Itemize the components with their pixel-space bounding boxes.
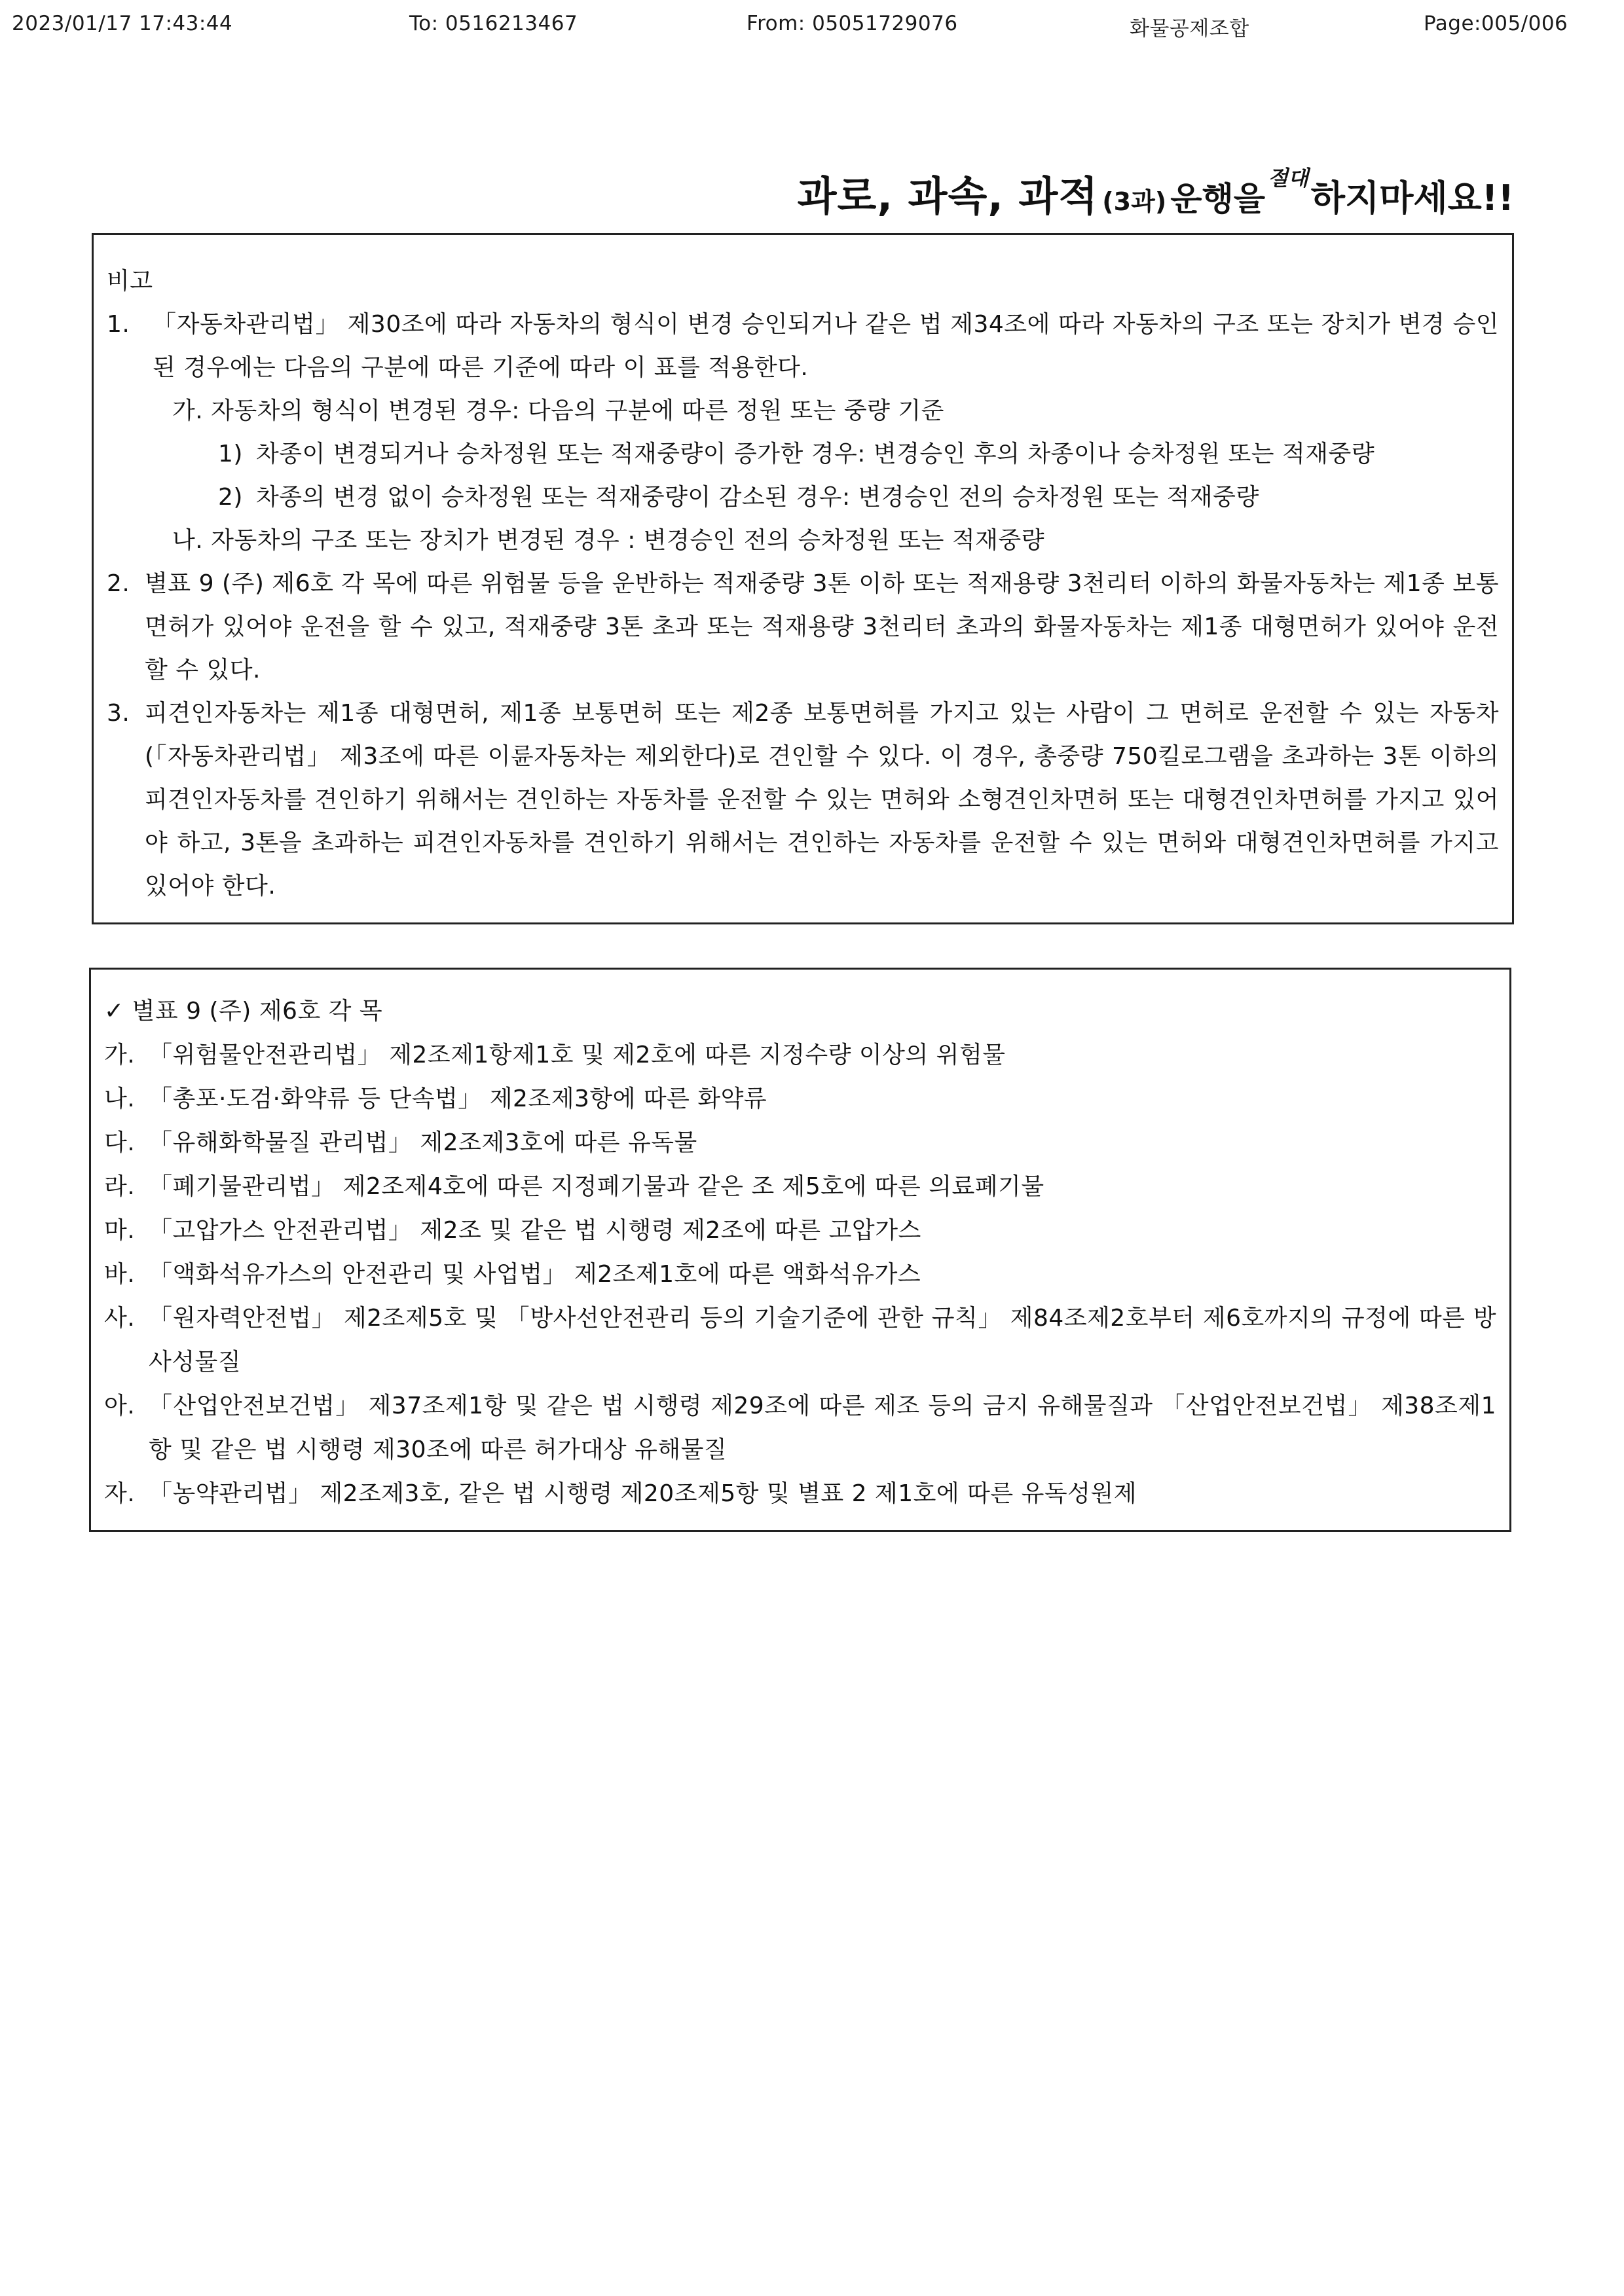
appendix-item-text: 「액화석유가스의 안전관리 및 사업법」 제2조제1호에 따른 액화석유가스 xyxy=(149,1261,921,1288)
appendix-heading: ✓ 별표 9 (주) 제6호 각 목 xyxy=(104,998,383,1025)
appendix-item-text: 「위험물안전관리법」 제2조제1항제1호 및 제2호에 따른 지정수량 이상의 위험물 xyxy=(149,1042,1006,1068)
appendix-item-text: 「산업안전보건법」 제37조제1항 및 같은 법 시행령 제29조에 따른 제조 등의 금지 유해물질과 「산업안전보건법」 제38조제1항 및 같은 법 시행령 제30조에 따른 허가대상 유해물질 xyxy=(149,1393,1496,1463)
appendix-item-number: 자. xyxy=(104,1480,136,1507)
appendix-item-number: 마. xyxy=(104,1217,136,1244)
remark-item-text: 피견인자동차는 제1종 대형면허, 제1종 보통면허 또는 제2종 보통면허를 가지고 있는 사람이 그 면허로 운전할 수 있는 자동차(「자동차관리법」 제3조에 따른 이륜자동차는 제외한다)로 견인할 수 있다. 이 경우, 총중량 750킬로그램을 초과하는 3톤 이하의 피견인자동차를 견인하기 위해서는 견인하는 자동차를 운전할 수 있는 면허와 소형견인차면허 또는 대형견인차면허를 가지고 있어야 하고, 3톤을 초과하는 피견인자동차를 견인하기 위해서는 견인하는 자동차를 운전할 수 있는 면허와 대형견인차면허를 가지고 있어야 한다. xyxy=(145,700,1499,900)
appendix-item xyxy=(104,1165,1496,1209)
appendix-item-text: 「고압가스 안전관리법」 제2조 및 같은 법 시행령 제2조에 따른 고압가스 xyxy=(149,1217,921,1244)
remark-subitem-na: 나. 자동차의 구조 또는 장치가 변경된 경우 : 변경승인 전의 승차정원 또는 적재중량 xyxy=(172,527,1045,554)
appendix-item xyxy=(104,1296,1496,1384)
appendix-item-text: 「유해화학물질 관리법」 제2조제3호에 따른 유독물 xyxy=(149,1129,697,1156)
appendix-item-number: 다. xyxy=(104,1129,136,1156)
remarks-heading: 비고 xyxy=(107,268,153,295)
safety-banner xyxy=(798,164,1514,222)
remark-item-number: 2. xyxy=(107,570,130,597)
remark-item-2 xyxy=(107,562,1499,692)
remark-subitem-number: 1) xyxy=(218,441,243,467)
appendix-item-text: 「원자력안전법」 제2조제5호 및 「방사선안전관리 등의 기술기준에 관한 규칙」 제84조제2호부터 제6호까지의 규정에 따른 방사성물질 xyxy=(149,1305,1496,1376)
appendix-item-number: 바. xyxy=(104,1261,136,1288)
appendix-box xyxy=(89,968,1511,1532)
banner-small-text: (3과) xyxy=(1102,187,1167,216)
appendix-item xyxy=(104,1077,1496,1121)
remark-subitem-text: 차종이 변경되거나 승차정원 또는 적재중량이 증가한 경우: 변경승인 후의 차종이나 승차정원 또는 적재중량 xyxy=(256,441,1375,467)
appendix-item-text: 「총포·도검·화약류 등 단속법」 제2조제3항에 따른 화약류 xyxy=(149,1085,767,1112)
fax-header xyxy=(0,12,1624,45)
appendix-item-number: 아. xyxy=(104,1393,136,1419)
appendix-item xyxy=(104,1209,1496,1252)
banner-middle-text: 운행을 xyxy=(1170,180,1266,218)
remark-item-number: 3. xyxy=(107,700,130,727)
appendix-item-text: 「농약관리법」 제2조제3호, 같은 법 시행령 제20조제5항 및 별표 2 제1호에 따른 유독성원제 xyxy=(149,1480,1137,1507)
appendix-item-number: 가. xyxy=(104,1042,136,1068)
banner-end-text: 하지마세요!! xyxy=(1310,177,1514,219)
remark-subitem-ga: 가. 자동차의 형식이 변경된 경우: 다음의 구분에 따른 정원 또는 중량 기준 xyxy=(172,397,944,424)
remarks-box xyxy=(92,233,1514,924)
banner-main-text: 과로, 과속, 과적 xyxy=(797,172,1099,220)
remark-item-number: 1. xyxy=(107,311,130,338)
appendix-item xyxy=(104,1252,1496,1296)
appendix-item xyxy=(104,1121,1496,1165)
remark-subitem-ga-2 xyxy=(107,476,1499,519)
remark-subitem-number: 2) xyxy=(218,484,243,511)
remark-item-1 xyxy=(107,303,1499,390)
appendix-item xyxy=(104,1384,1496,1472)
banner-emphasis-text: 절대 xyxy=(1268,166,1308,191)
fax-datetime: 2023/01/17 17:43:44 xyxy=(12,12,233,35)
appendix-item-number: 사. xyxy=(104,1305,136,1332)
fax-sender-name: 화물공제조합 xyxy=(1130,17,1249,41)
remark-subitem-text: 차종의 변경 없이 승차정원 또는 적재중량이 감소된 경우: 변경승인 전의 승차정원 또는 적재중량 xyxy=(256,484,1259,511)
remark-item-text: 별표 9 (주) 제6호 각 목에 따른 위험물 등을 운반하는 적재중량 3톤 이하 또는 적재용량 3천리터 이하의 화물자동차는 제1종 보통면허가 있어야 운전을 할 수 있고, 적재중량 3톤 초과 또는 적재용량 3천리터 초과의 화물자동차는 제1종 대형면허가 있어야 운전할 수 있다. xyxy=(145,570,1499,683)
remark-item-text: 「자동차관리법」 제30조에 따라 자동차의 형식이 변경 승인되거나 같은 법 제34조에 따라 자동차의 구조 또는 장치가 변경 승인된 경우에는 다음의 구분에 따른 기준에 따라 이 표를 적용한다. xyxy=(153,311,1499,381)
remark-subitem-ga-1 xyxy=(107,433,1499,476)
appendix-item-text: 「폐기물관리법」 제2조제4호에 따른 지정폐기물과 같은 조 제5호에 따른 의료폐기물 xyxy=(149,1173,1044,1200)
remark-item-3 xyxy=(107,692,1499,908)
fax-to-number: To: 0516213467 xyxy=(409,12,578,35)
fax-from-number: From: 05051729076 xyxy=(747,12,958,35)
appendix-item xyxy=(104,1033,1496,1077)
appendix-item-number: 나. xyxy=(104,1085,136,1112)
appendix-item xyxy=(104,1472,1496,1516)
appendix-item-number: 라. xyxy=(104,1173,136,1200)
fax-page-number: Page:005/006 xyxy=(1424,12,1568,35)
